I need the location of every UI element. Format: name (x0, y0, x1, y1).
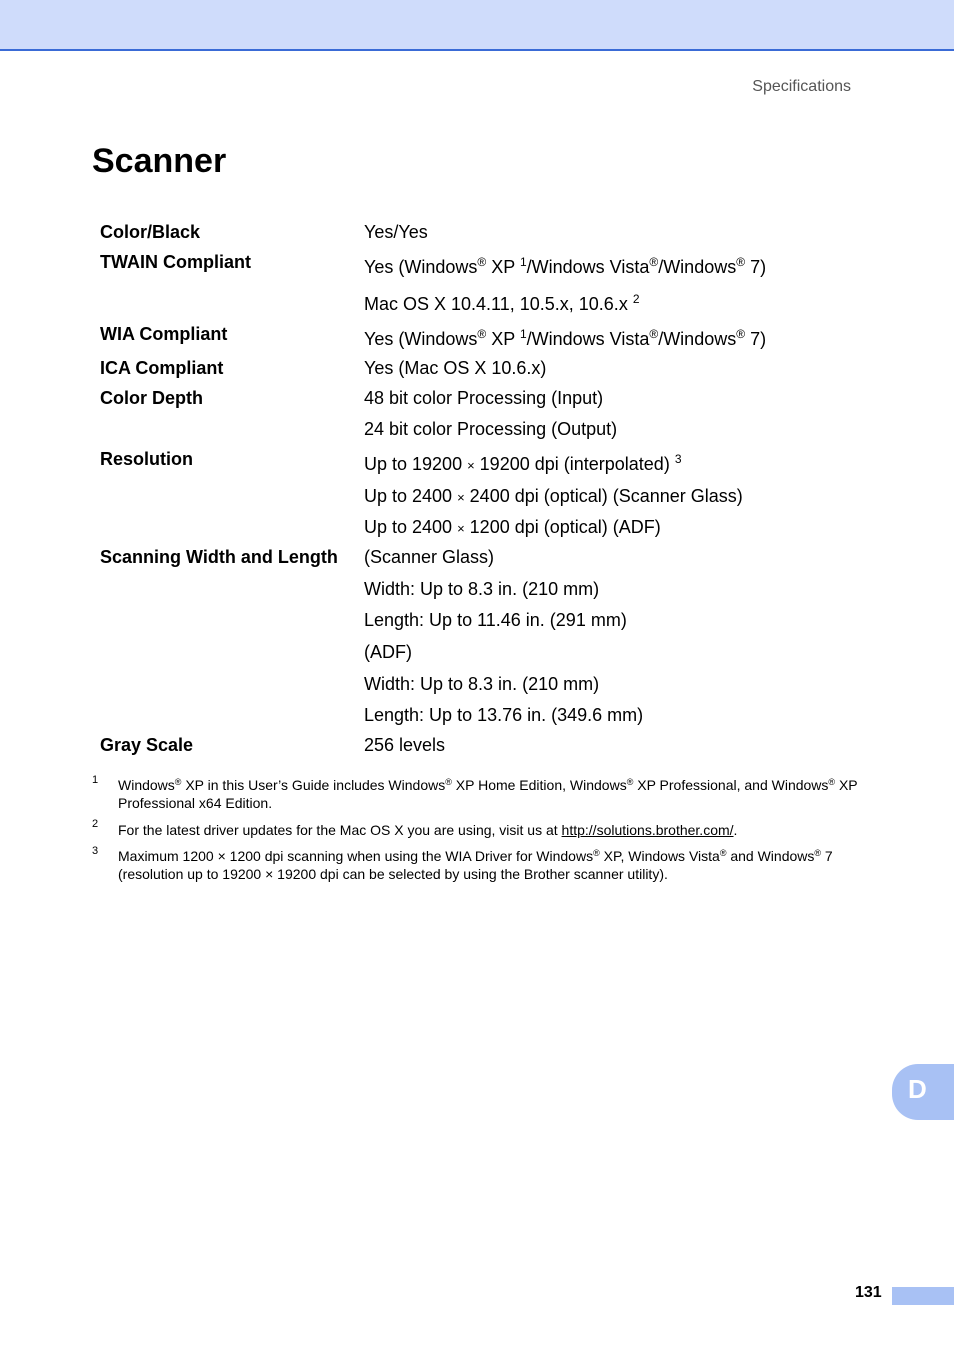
spec-value-scan-adf-width: Width: Up to 8.3 in. (210 mm) (364, 674, 600, 694)
spec-value-wia: Yes (Windows® XP $^1$/Windows Vista®/Windows® 7) (364, 327, 767, 349)
page-number: 131 (855, 1284, 882, 1301)
spec-value-twain-windows: Yes (Windows® XP $^1$/Windows Vista®/Windows® 7) (364, 255, 767, 277)
chapter-letter: D (908, 1074, 927, 1104)
spec-label-twain: TWAIN Compliant (100, 252, 251, 272)
spec-value-ica: Yes (Mac OS X 10.6.x) (364, 358, 547, 378)
footnote-3-number: 3 (92, 845, 99, 857)
spec-value-color-depth-output: 24 bit color Processing (Output) (364, 419, 618, 439)
section-name: Specifications (752, 78, 851, 95)
footnote-1-number: 1 (92, 774, 99, 786)
page-number-bar (892, 1287, 954, 1305)
footnote-2: For the latest driver updates for the Mac OS X you are using, visit us at http://solutions.brother.com/. (118, 822, 738, 838)
spec-value-resolution-glass: Up to 2400 × 2400 dpi (optical) (Scanner Glass) (364, 486, 743, 506)
footnote-3: Maximum 1200 × 1200 dpi scanning when using the WIA Driver for Windows® XP, Windows Vista® and Windows® 7 (resolution up to 19200 × 19200 dpi can be selected by using the Brother scanner utility). (118, 848, 833, 882)
spec-value-scan-glass-width: Width: Up to 8.3 in. (210 mm) (364, 579, 600, 599)
brother-solutions-link[interactable]: http://solutions.brother.com/ (561, 822, 734, 838)
page-title: Scanner (92, 142, 227, 180)
spec-value-scan-glass-length: Length: Up to 11.46 in. (291 mm) (364, 610, 627, 630)
spec-value-scan-adf-length: Length: Up to 13.76 in. (349.6 mm) (364, 705, 644, 725)
spec-value-color-black: Yes/Yes (364, 222, 428, 242)
spec-value-twain-mac: Mac OS X 10.4.11, 10.5.x, 10.6.x $^2$ (364, 292, 640, 314)
spec-value-resolution-interpolated: Up to 19200 × 19200 dpi (interpolated) $^3$ (364, 452, 682, 474)
spec-label-gray-scale: Gray Scale (100, 735, 194, 755)
spec-label-wia: WIA Compliant (100, 324, 228, 344)
spec-label-ica: ICA Compliant (100, 358, 224, 378)
spec-value-scan-glass-heading: (Scanner Glass) (364, 547, 495, 567)
spec-label-resolution: Resolution (100, 449, 193, 469)
footnote-2-number: 2 (92, 818, 99, 830)
spec-value-color-depth-input: 48 bit color Processing (Input) (364, 388, 604, 408)
spec-label-color-black: Color/Black (100, 222, 201, 242)
spec-value-resolution-adf: Up to 2400 × 1200 dpi (optical) (ADF) (364, 517, 661, 537)
spec-value-scan-adf-heading: (ADF) (364, 642, 412, 662)
header-band (0, 0, 954, 51)
footnote-1: Windows® XP in this User’s Guide includes Windows® XP Home Edition, Windows® XP Professional, and Windows® XP Professional x64 Edition. (118, 777, 858, 811)
spec-value-gray-scale: 256 levels (364, 735, 446, 755)
spec-label-color-depth: Color Depth (100, 388, 203, 408)
spec-label-scan-width: Scanning Width and Length (100, 547, 338, 567)
